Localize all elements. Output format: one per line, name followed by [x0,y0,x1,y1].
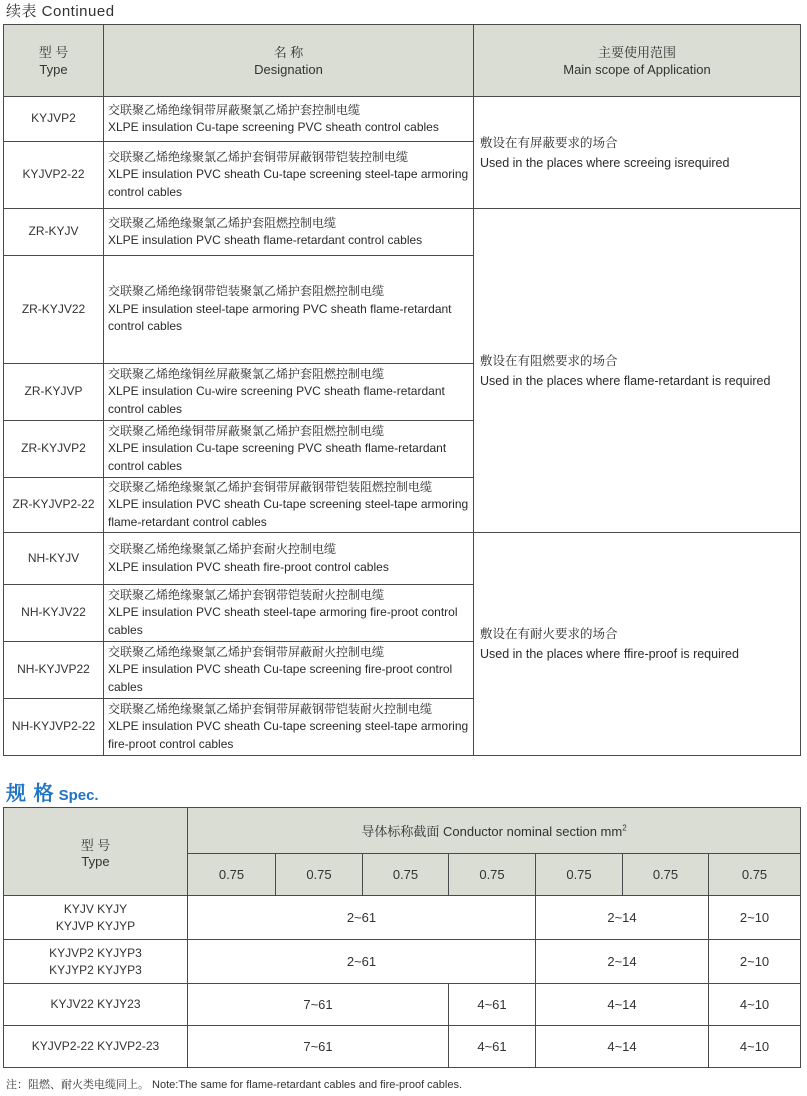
scope-header: 主要使用范围 Main scope of Application [474,25,801,97]
scope-cell-screening: 敷设在有屏蔽要求的场合 Used in the places where screeing isrequired [474,97,801,209]
range-cell: 2~14 [536,940,709,984]
type-cell: ZR-KYJVP2-22 [4,478,104,533]
spec-header-row [4,808,801,854]
continued-label: 续表 Continued [6,3,115,20]
scope-cell-fire-proof: 敷设在有耐火要求的场合 Used in the places where ffire-proof is required [474,533,801,756]
table-row [4,209,801,256]
range-cell: 4~10 [709,984,801,1026]
range-cell: 2~14 [536,896,709,940]
range-cell: 2~10 [709,940,801,984]
spec-type-cell: KYJV KYJY KYJVP KYJYP [4,896,188,940]
spec-type-cell: KYJV22 KYJY23 [4,984,188,1026]
table-row [4,940,801,984]
section-header: 导体标称截面 Conductor nominal section $mm^2$ [188,808,801,854]
table-row [4,533,801,585]
spec-table [3,807,801,1068]
range-cell: 7~61 [188,1026,449,1068]
size-cell: 0.75 [536,854,623,896]
scope-cell-flame-retardant: 敷设在有阻燃要求的场合 Used in the places where flame-retardant is required [474,209,801,533]
size-cell: 0.75 [709,854,801,896]
designation-table-header [4,25,801,97]
type-cell: NH-KYJVP22 [4,642,104,699]
type-cell: NH-KYJV [4,533,104,585]
range-cell: 2~10 [709,896,801,940]
size-cell: 0.75 [623,854,709,896]
designation-header: 名 称 Designation [104,25,474,97]
type-cell: ZR-KYJV [4,209,104,256]
footnote: 注：阻燃、耐火类电缆同上。 Note:The same for flame-retardant cables and fire-proof cables. [6,1079,463,1091]
designation-cell: 交联聚乙烯绝缘聚氯乙烯护套耐火控制电缆 XLPE insulation PVC sheath fire-proot control cables [104,533,474,585]
designation-cell: 交联聚乙烯绝缘聚氯乙烯护套铜带屏蔽钢带铠装阻燃控制电缆 XLPE insulation PVC sheath Cu-tape screening steel-tape armoring flame-retardant control cables [104,478,474,533]
size-cell: 0.75 [188,854,276,896]
designation-cell: 交联聚乙烯绝缘聚氯乙烯护套铜带屏蔽耐火控制电缆 XLPE insulation PVC sheath Cu-tape screening fire-proot control cables [104,642,474,699]
designation-cell: 交联聚乙烯绝缘铜带屏蔽聚氯乙烯护套阻燃控制电缆 XLPE insulation Cu-tape screening PVC sheath flame-retardant control cables [104,421,474,478]
range-cell: 2~61 [188,896,536,940]
size-cell: 0.75 [276,854,363,896]
range-cell: 7~61 [188,984,449,1026]
size-cell: 0.75 [363,854,449,896]
range-cell: 2~61 [188,940,536,984]
table-row [4,97,801,142]
designation-cell: 交联聚乙烯绝缘聚氯乙烯护套铜带屏蔽钢带铠装耐火控制电缆 XLPE insulation PVC sheath Cu-tape screening steel-tape armoring fire-proot control cables [104,699,474,756]
type-cell: KYJVP2-22 [4,142,104,209]
table-row [4,1026,801,1068]
designation-cell: 交联聚乙烯绝缘聚氯乙烯护套阻燃控制电缆 XLPE insulation PVC sheath flame-retardant control cables [104,209,474,256]
designation-cell: 交联聚乙烯绝缘聚氯乙烯护套钢带铠装耐火控制电缆 XLPE insulation PVC sheath steel-tape armoring fire-proot control cables [104,585,474,642]
size-cell: 0.75 [449,854,536,896]
spec-title-en: Spec. [58,787,99,804]
spec-type-cell: KYJVP2 KYJYP3 KYJYP2 KYJYP3 [4,940,188,984]
designation-cell: 交联聚乙烯绝缘钢带铠装聚氯乙烯护套阻燃控制电缆 XLPE insulation steel-tape armoring PVC sheath flame-retardant control cables [104,256,474,364]
type-cell: ZR-KYJVP2 [4,421,104,478]
designation-cell: 交联聚乙烯绝缘铜丝屏蔽聚氯乙烯护套阻燃控制电缆 XLPE insulation Cu-wire screening PVC sheath flame-retardant control cables [104,364,474,421]
table-row [4,984,801,1026]
type-cell: ZR-KYJVP [4,364,104,421]
type-header: 型 号 Type [4,25,104,97]
type-cell: NH-KYJVP2-22 [4,699,104,756]
designation-table [3,24,801,756]
range-cell: 4~61 [449,1026,536,1068]
spec-title-cn: 规 格 [6,783,55,805]
range-cell: 4~14 [536,984,709,1026]
range-cell: 4~14 [536,1026,709,1068]
spec-type-cell: KYJVP2-22 KYJVP2-23 [4,1026,188,1068]
type-cell: KYJVP2 [4,97,104,142]
spec-title [6,777,99,806]
range-cell: 4~61 [449,984,536,1026]
range-cell: 4~10 [709,1026,801,1068]
type-cell: ZR-KYJV22 [4,256,104,364]
spec-type-header: 型 号 Type [4,808,188,896]
table-row [4,896,801,940]
designation-cell: 交联聚乙烯绝缘聚氯乙烯护套铜带屏蔽钢带铠装控制电缆 XLPE insulation PVC sheath Cu-tape screening steel-tape armoring control cables [104,142,474,209]
designation-cell: 交联聚乙烯绝缘铜带屏蔽聚氯乙烯护套控制电缆 XLPE insulation Cu-tape screening PVC sheath control cables [104,97,474,142]
type-cell: NH-KYJV22 [4,585,104,642]
